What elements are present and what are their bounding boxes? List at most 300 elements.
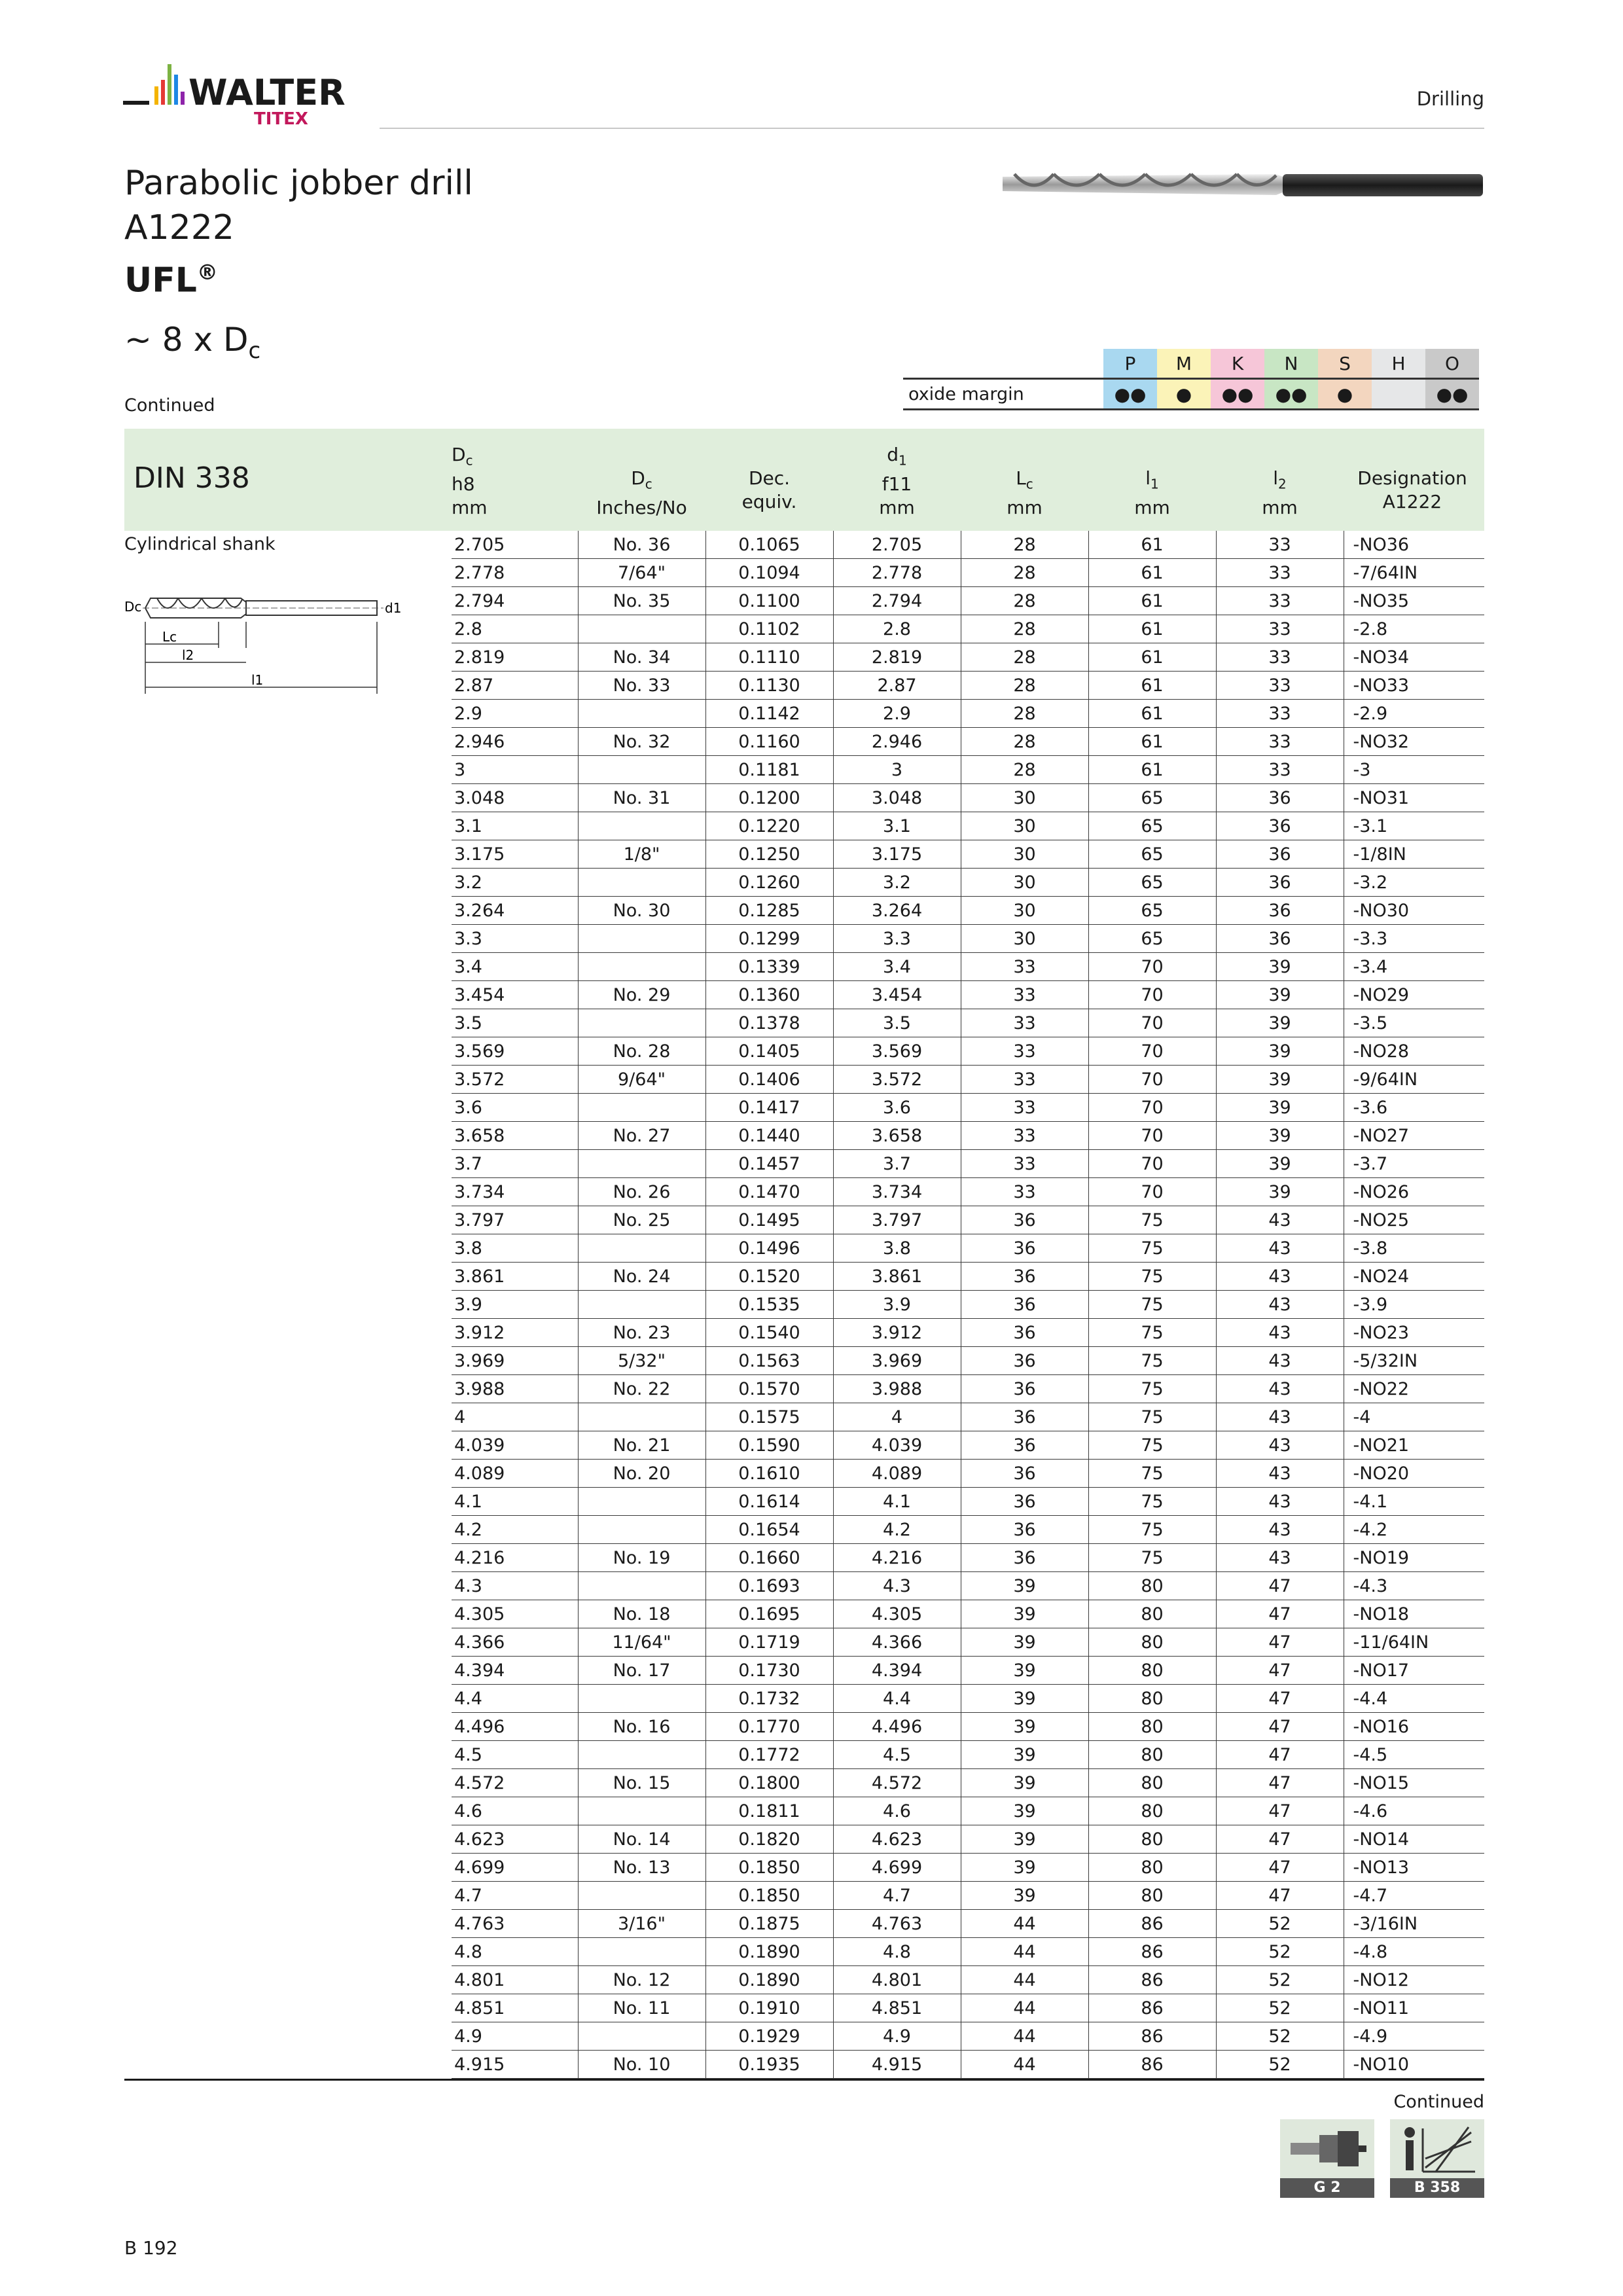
cell-dc-inches: No. 27 [578,1122,705,1150]
cell-dec-equiv: 0.1575 [705,1403,833,1431]
cell-l1-mm: 75 [1088,1234,1216,1263]
table-row [452,2051,1484,2079]
table-row [452,559,1484,587]
table-row [452,1797,1484,1825]
cell-dec-equiv: 0.1850 [705,1854,833,1882]
cell-l2-mm: 47 [1216,1685,1344,1713]
cell-dec-equiv: 0.1614 [705,1488,833,1516]
cell-l1-mm: 75 [1088,1291,1216,1319]
table-row [452,700,1484,728]
reference-g2[interactable] [1280,2119,1374,2198]
cell-dec-equiv: 0.1299 [705,925,833,953]
cell-dc-inches: No. 23 [578,1319,705,1347]
header-l3: mm [1007,496,1043,518]
cell-dc-mm: 2.705 [452,531,578,559]
cell-dec-equiv: 0.1540 [705,1319,833,1347]
cell-l1-mm: 86 [1088,2051,1216,2079]
header-l2-sub: c [645,476,652,492]
cell-d1-mm: 4.801 [833,1966,961,1994]
cell-dc-inches: 11/64" [578,1628,705,1657]
cell-dc-inches: No. 31 [578,784,705,812]
cell-l2-mm: 52 [1216,2051,1344,2079]
oxide-margin-label: oxide margin [903,379,1103,410]
cell-l1-mm: 80 [1088,1628,1216,1657]
rating-m: ● [1157,379,1211,410]
rating-k: ●● [1211,379,1264,410]
cell-l1-mm: 86 [1088,1910,1216,1938]
cell-l2-mm: 39 [1216,981,1344,1009]
cell-designation: -NO33 [1344,672,1484,700]
cell-dc-inches: No. 32 [578,728,705,756]
table-row [452,1291,1484,1319]
cell-dec-equiv: 0.1181 [705,756,833,784]
cell-d1-mm: 4.1 [833,1488,961,1516]
cell-l1-mm: 61 [1088,700,1216,728]
cell-designation: -3.7 [1344,1150,1484,1178]
cell-designation: -NO28 [1344,1037,1484,1066]
diagram-l1-label: l1 [251,672,264,688]
cell-dc-inches [578,1882,705,1910]
cell-dec-equiv: 0.1130 [705,672,833,700]
cell-dec-equiv: 0.1520 [705,1263,833,1291]
cell-dc-mm: 3.4 [452,953,578,981]
table-row [452,1769,1484,1797]
table-row [452,1938,1484,1966]
header-l2-length [1216,443,1344,520]
cell-lc-mm: 39 [961,1713,1088,1741]
cell-designation: -NO19 [1344,1544,1484,1572]
cell-dec-equiv: 0.1660 [705,1544,833,1572]
cell-dc-mm: 4.7 [452,1882,578,1910]
cell-l1-mm: 75 [1088,1488,1216,1516]
standard-label: DIN 338 [134,461,250,495]
cell-dc-mm: 4.039 [452,1431,578,1460]
cell-designation: -4.7 [1344,1882,1484,1910]
cell-designation: -NO24 [1344,1263,1484,1291]
cell-d1-mm: 4.8 [833,1938,961,1966]
shank-type-label: Cylindrical shank [124,534,276,554]
cell-l2-mm: 39 [1216,1066,1344,1094]
cell-designation: -4.6 [1344,1797,1484,1825]
cell-dc-mm: 4.2 [452,1516,578,1544]
toolholder-icon [1280,2119,1374,2178]
cell-d1-mm: 3.569 [833,1037,961,1066]
cell-dc-inches [578,925,705,953]
cell-d1-mm: 4.763 [833,1910,961,1938]
cell-dc-mm: 2.9 [452,700,578,728]
cell-l2-mm: 39 [1216,953,1344,981]
cell-l1-mm: 75 [1088,1319,1216,1347]
cell-dc-mm: 4.699 [452,1854,578,1882]
cell-d1-mm: 2.794 [833,587,961,615]
page-number: B 192 [124,2237,178,2259]
cell-designation: -2.8 [1344,615,1484,643]
cell-dc-inches: No. 30 [578,897,705,925]
cell-designation: -3.1 [1344,812,1484,840]
cell-lc-mm: 30 [961,897,1088,925]
rating-p: ●● [1103,379,1157,410]
table-row [452,1685,1484,1713]
cell-dc-mm: 3.454 [452,981,578,1009]
header-d1 [833,443,961,520]
table-row [452,840,1484,869]
cell-dc-mm: 3.1 [452,812,578,840]
cell-l1-mm: 75 [1088,1206,1216,1234]
cell-l1-mm: 80 [1088,1854,1216,1882]
cell-lc-mm: 33 [961,1009,1088,1037]
cell-designation: -NO35 [1344,587,1484,615]
cell-l1-mm: 75 [1088,1460,1216,1488]
cell-dc-inches: No. 29 [578,981,705,1009]
cell-dec-equiv: 0.1110 [705,643,833,672]
cell-dec-equiv: 0.1811 [705,1797,833,1825]
cell-dc-inches [578,1797,705,1825]
cell-dc-inches: No. 34 [578,643,705,672]
product-line [124,250,473,302]
cell-designation: -4.3 [1344,1572,1484,1600]
table-row [452,756,1484,784]
cell-dec-equiv: 0.1160 [705,728,833,756]
cell-dc-mm: 4.8 [452,1938,578,1966]
header-l2-sub: c [1026,476,1033,492]
cell-designation: -NO12 [1344,1966,1484,1994]
cell-designation: -NO18 [1344,1600,1484,1628]
reference-b358[interactable] [1390,2119,1484,2198]
cell-dc-inches: No. 20 [578,1460,705,1488]
cell-lc-mm: 36 [961,1347,1088,1375]
cell-lc-mm: 36 [961,1431,1088,1460]
cell-dec-equiv: 0.1563 [705,1347,833,1375]
cell-designation: -1/8IN [1344,840,1484,869]
walter-titex-logo [123,60,404,132]
cell-d1-mm: 3.1 [833,812,961,840]
cell-d1-mm: 3.9 [833,1291,961,1319]
cell-lc-mm: 36 [961,1319,1088,1347]
cell-l2-mm: 36 [1216,925,1344,953]
cell-l1-mm: 80 [1088,1600,1216,1628]
cell-dc-mm: 2.87 [452,672,578,700]
cell-d1-mm: 3.861 [833,1263,961,1291]
cell-lc-mm: 28 [961,756,1088,784]
cell-l1-mm: 61 [1088,531,1216,559]
cell-dec-equiv: 0.1200 [705,784,833,812]
cell-designation: -3 [1344,756,1484,784]
cell-l1-mm: 80 [1088,1741,1216,1769]
cell-designation: -4.4 [1344,1685,1484,1713]
cell-designation: -3.6 [1344,1094,1484,1122]
table-row [452,1150,1484,1178]
table-row [452,1375,1484,1403]
table-row [452,1966,1484,1994]
cell-dec-equiv: 0.1772 [705,1741,833,1769]
cell-d1-mm: 4.089 [833,1460,961,1488]
cell-d1-mm: 3.454 [833,981,961,1009]
cell-l1-mm: 70 [1088,1178,1216,1206]
cell-l1-mm: 65 [1088,840,1216,869]
cell-dc-mm: 4.915 [452,2051,578,2079]
cell-designation: -NO25 [1344,1206,1484,1234]
cell-l2-mm: 33 [1216,615,1344,643]
cell-d1-mm: 4.216 [833,1544,961,1572]
cell-lc-mm: 30 [961,812,1088,840]
cell-l1-mm: 80 [1088,1769,1216,1797]
cell-lc-mm: 36 [961,1206,1088,1234]
cell-d1-mm: 4.915 [833,2051,961,2079]
cell-designation: -NO15 [1344,1769,1484,1797]
header-l2: h8 [452,473,475,495]
cell-designation: -5/32IN [1344,1347,1484,1375]
cell-lc-mm: 33 [961,1178,1088,1206]
cell-dc-inches: No. 11 [578,1994,705,2022]
table-row [452,981,1484,1009]
cell-l1-mm: 61 [1088,587,1216,615]
cell-l1-mm: 65 [1088,784,1216,812]
material-m: M [1157,349,1211,379]
cell-lc-mm: 33 [961,1122,1088,1150]
header-l1-length [1088,443,1216,520]
cell-l2-mm: 43 [1216,1291,1344,1319]
cell-designation: -3.8 [1344,1234,1484,1263]
cell-dc-inches [578,2022,705,2051]
cell-dec-equiv: 0.1719 [705,1628,833,1657]
cell-l2-mm: 52 [1216,1938,1344,1966]
cell-dc-mm: 4.366 [452,1628,578,1657]
cell-dec-equiv: 0.1590 [705,1431,833,1460]
cell-dc-mm: 2.778 [452,559,578,587]
cell-l2-mm: 47 [1216,1769,1344,1797]
cell-dc-mm: 3.861 [452,1263,578,1291]
cell-d1-mm: 2.778 [833,559,961,587]
cell-dc-inches: No. 33 [578,672,705,700]
cell-designation: -9/64IN [1344,1066,1484,1094]
cell-dec-equiv: 0.1417 [705,1094,833,1122]
cell-d1-mm: 3 [833,756,961,784]
table-row [452,1488,1484,1516]
cell-dc-mm: 3.572 [452,1066,578,1094]
cell-d1-mm: 3.2 [833,869,961,897]
cell-dc-inches [578,1009,705,1037]
cell-l2-mm: 39 [1216,1037,1344,1066]
cell-l1-mm: 80 [1088,1882,1216,1910]
material-h: H [1372,349,1425,379]
header-l3: mm [1134,496,1170,518]
cell-dec-equiv: 0.1929 [705,2022,833,2051]
cell-dc-inches: No. 13 [578,1854,705,1882]
table-row [452,1122,1484,1150]
cell-lc-mm: 30 [961,784,1088,812]
cell-l2-mm: 39 [1216,1122,1344,1150]
cell-l2-mm: 47 [1216,1797,1344,1825]
cell-dc-inches: No. 36 [578,531,705,559]
cell-lc-mm: 44 [961,2051,1088,2079]
cell-lc-mm: 36 [961,1234,1088,1263]
cell-lc-mm: 36 [961,1403,1088,1431]
header-dc-mm [452,443,530,520]
cell-l1-mm: 80 [1088,1657,1216,1685]
cell-dc-mm: 3.658 [452,1122,578,1150]
cell-dec-equiv: 0.1850 [705,1882,833,1910]
table-row [452,1741,1484,1769]
cell-lc-mm: 44 [961,1938,1088,1966]
cell-l2-mm: 47 [1216,1657,1344,1685]
cell-dec-equiv: 0.1260 [705,869,833,897]
cell-designation: -3.2 [1344,869,1484,897]
cell-designation: -NO13 [1344,1854,1484,1882]
cell-d1-mm: 4.623 [833,1825,961,1854]
cell-dc-mm: 4.216 [452,1544,578,1572]
cell-dc-mm: 3.969 [452,1347,578,1375]
cell-l2-mm: 33 [1216,728,1344,756]
cell-designation: -NO14 [1344,1825,1484,1854]
cell-dec-equiv: 0.1094 [705,559,833,587]
cell-dec-equiv: 0.1378 [705,1009,833,1037]
cell-designation: -NO34 [1344,643,1484,672]
table-row [452,615,1484,643]
cell-lc-mm: 33 [961,953,1088,981]
cell-dc-mm: 2.794 [452,587,578,615]
cell-d1-mm: 3.264 [833,897,961,925]
material-n: N [1264,349,1318,379]
cell-dc-inches [578,1094,705,1122]
cell-d1-mm: 2.705 [833,531,961,559]
table-row [452,925,1484,953]
cell-l1-mm: 86 [1088,2022,1216,2051]
header-l3: A1222 [1382,491,1442,512]
cell-l1-mm: 70 [1088,1094,1216,1122]
cell-d1-mm: 2.87 [833,672,961,700]
cell-l2-mm: 36 [1216,840,1344,869]
cell-dc-mm: 3.3 [452,925,578,953]
cell-lc-mm: 39 [961,1657,1088,1685]
cell-dc-inches: No. 19 [578,1544,705,1572]
cell-l2-mm: 36 [1216,897,1344,925]
cell-lc-mm: 39 [961,1854,1088,1882]
cell-dc-mm: 3.6 [452,1094,578,1122]
cell-l1-mm: 75 [1088,1403,1216,1431]
cell-designation: -NO10 [1344,2051,1484,2079]
cell-l1-mm: 86 [1088,1994,1216,2022]
cell-dec-equiv: 0.1339 [705,953,833,981]
cell-l1-mm: 61 [1088,559,1216,587]
cell-l1-mm: 86 [1088,1938,1216,1966]
cell-dc-mm: 3.175 [452,840,578,869]
cell-dc-mm: 4.3 [452,1572,578,1600]
header-l2: f11 [882,473,912,495]
header-l2: L [1016,467,1026,489]
cell-l1-mm: 61 [1088,672,1216,700]
table-row [452,1178,1484,1206]
cell-d1-mm: 2.946 [833,728,961,756]
table-row [452,897,1484,925]
cell-dc-mm: 2.8 [452,615,578,643]
cell-l1-mm: 75 [1088,1544,1216,1572]
cell-designation: -NO23 [1344,1319,1484,1347]
cell-d1-mm: 4.2 [833,1516,961,1544]
cell-designation: -4.9 [1344,2022,1484,2051]
cell-designation: -NO11 [1344,1994,1484,2022]
diagram-lc-label: Lc [162,629,177,645]
logo-walter-text: WALTER [188,72,346,113]
cell-dc-inches: No. 12 [578,1966,705,1994]
cell-dc-mm: 4.763 [452,1910,578,1938]
cell-l2-mm: 33 [1216,700,1344,728]
cell-dec-equiv: 0.1732 [705,1685,833,1713]
table-row [452,1516,1484,1544]
oxide-margin-row [903,379,1479,410]
table-body [452,531,1484,2079]
cell-d1-mm: 4.699 [833,1854,961,1882]
cell-dec-equiv: 0.1654 [705,1516,833,1544]
cell-d1-mm: 3.988 [833,1375,961,1403]
cell-dec-equiv: 0.1100 [705,587,833,615]
cell-lc-mm: 36 [961,1291,1088,1319]
cell-l2-mm: 47 [1216,1600,1344,1628]
cell-dec-equiv: 0.1285 [705,897,833,925]
cell-dc-inches [578,812,705,840]
cell-l1-mm: 65 [1088,925,1216,953]
header-designation [1344,443,1481,514]
cell-l2-mm: 43 [1216,1263,1344,1291]
cell-designation: -NO31 [1344,784,1484,812]
cell-dc-mm: 3.9 [452,1291,578,1319]
cell-l2-mm: 43 [1216,1375,1344,1403]
rating-h [1372,379,1425,410]
cell-l2-mm: 33 [1216,643,1344,672]
cell-dc-mm: 4.394 [452,1657,578,1685]
cell-dec-equiv: 0.1496 [705,1234,833,1263]
cell-d1-mm: 3.658 [833,1122,961,1150]
cell-lc-mm: 36 [961,1516,1088,1544]
cell-dc-mm: 3.797 [452,1206,578,1234]
cell-lc-mm: 33 [961,1094,1088,1122]
cell-dc-mm: 3.5 [452,1009,578,1037]
cell-d1-mm: 3.969 [833,1347,961,1375]
cell-designation: -4.2 [1344,1516,1484,1544]
length-ratio-text: ~ 8 x D [124,321,249,359]
table-row [452,672,1484,700]
cell-dc-inches [578,953,705,981]
cell-lc-mm: 28 [961,700,1088,728]
cell-l1-mm: 80 [1088,1825,1216,1854]
cell-l2-mm: 43 [1216,1319,1344,1347]
cell-designation: -7/64IN [1344,559,1484,587]
cell-designation: -4.5 [1344,1741,1484,1769]
cell-lc-mm: 44 [961,1966,1088,1994]
cell-lc-mm: 44 [961,1994,1088,2022]
cell-dc-inches [578,1488,705,1516]
cell-dc-inches [578,1572,705,1600]
cell-l1-mm: 80 [1088,1685,1216,1713]
header-l2: l [1273,467,1279,489]
table-row [452,1066,1484,1094]
cell-dc-mm: 4.5 [452,1741,578,1769]
table-row [452,1544,1484,1572]
cell-lc-mm: 44 [961,1910,1088,1938]
header-l2: l [1145,467,1151,489]
continued-top-label: Continued [124,395,215,416]
cell-dc-inches [578,1516,705,1544]
header-l3: equiv. [741,491,797,512]
length-ratio [124,321,260,364]
cell-dec-equiv: 0.1457 [705,1150,833,1178]
logo-titex-text: TITEX [254,109,308,129]
cell-lc-mm: 28 [961,559,1088,587]
cell-d1-mm: 4.9 [833,2022,961,2051]
cell-d1-mm: 4 [833,1403,961,1431]
diagram-d1-label: d1 [385,600,402,616]
cell-d1-mm: 4.039 [833,1431,961,1460]
cell-dc-mm: 4.6 [452,1797,578,1825]
